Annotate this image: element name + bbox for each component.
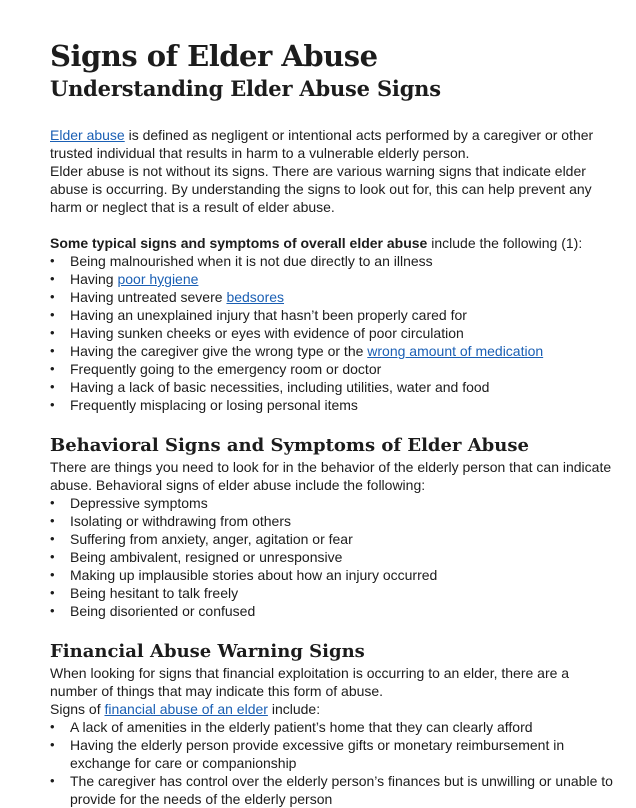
financial-lead [50,700,620,718]
financial-lead-post: include: [267,701,321,717]
list-item-text: Being hesitant to talk freely [70,585,239,601]
document-page [50,38,620,808]
financial-signs-list [50,718,620,808]
page-subtitle: Understanding Elder Abuse Signs [50,76,441,101]
list-item [50,324,620,342]
list-item [50,512,620,530]
bullet-icon: • [50,549,55,564]
bullet-icon: • [50,737,55,752]
list-item [50,252,620,270]
list-item [50,718,620,736]
bullet-icon: • [50,379,55,394]
list-item [50,584,620,602]
overall-lead-rest: include the following (1): [427,235,583,251]
bullet-icon: • [50,773,55,788]
list-item [50,360,620,378]
list-item [50,396,620,414]
list-item-text: Having untreated severe [70,289,227,305]
bullet-icon: • [50,271,55,286]
overall-signs-list [50,252,620,414]
list-item-text: The caregiver has control over the elderly person’s finances but is unwilling or unable to provide for the needs of the elderly person [70,773,613,807]
behavioral-heading: Behavioral Signs and Symptoms of Elder Abuse [50,435,529,456]
overall-lead [50,234,620,252]
bedsores-link[interactable]: bedsores [226,289,285,305]
list-item [50,270,620,288]
bullet-icon: • [50,325,55,340]
financial-abuse-link[interactable]: financial abuse of an elder [104,701,268,717]
list-item-text: Having the elderly person provide excessive gifts or monetary reimbursement in exchange for care or companionship [70,737,565,771]
financial-heading: Financial Abuse Warning Signs [50,641,365,662]
bullet-icon: • [50,495,55,510]
list-item [50,772,620,808]
bullet-icon: • [50,253,55,268]
list-item-text: Suffering from anxiety, anger, agitation or fear [70,531,353,547]
list-item-text: Being ambivalent, resigned or unresponsive [70,549,343,565]
behavioral-intro: There are things you need to look for in the behavior of the elderly person that can indicate abuse. Behavioral signs of elder abuse include the following: [50,459,612,493]
list-item-text: Having sunken cheeks or eyes with evidence of poor circulation [70,325,464,341]
list-item-text: Making up implausible stories about how an injury occurred [70,567,438,583]
list-item-text: Depressive symptoms [70,495,208,511]
list-item [50,306,620,324]
behavioral-signs-list [50,494,620,620]
bullet-icon: • [50,307,55,322]
bullet-icon: • [50,361,55,376]
list-item-text: A lack of amenities in the elderly patient’s home that they can clearly afford [70,719,533,735]
intro-text: is defined as negligent or intentional acts performed by a caregiver or other trusted individual that results in harm to a vulnerable elderly person. [50,127,594,161]
bullet-icon: • [50,531,55,546]
list-item [50,530,620,548]
list-item [50,378,620,396]
bullet-icon: • [50,289,55,304]
page-title: Signs of Elder Abuse [50,39,378,73]
bullet-icon: • [50,343,55,358]
list-item [50,494,620,512]
list-item [50,288,620,306]
list-item [50,342,620,360]
list-item [50,602,620,620]
list-item [50,566,620,584]
intro-paragraph-2: Elder abuse is not without its signs. There are various warning signs that indicate elder abuse is occurring. By understanding the signs to look out for, this can help prevent any harm or neglect that is a result of elder abuse. [50,163,592,215]
intro-paragraph-1 [50,126,620,162]
list-item [50,736,620,772]
wrong-medication-link[interactable]: wrong amount of medication [367,343,544,359]
bullet-icon: • [50,567,55,582]
list-item-text: Having an unexplained injury that hasn’t been properly cared for [70,307,467,323]
overall-lead-bold: Some typical signs and symptoms of overall elder abuse [50,235,428,251]
financial-intro: When looking for signs that financial exploitation is occurring to an elder, there are a number of things that may indicate this form of abuse. [50,665,570,699]
list-item-text: Having a lack of basic necessities, including utilities, water and food [70,379,490,395]
bullet-icon: • [50,513,55,528]
list-item [50,548,620,566]
poor-hygiene-link[interactable]: poor hygiene [117,271,199,287]
list-item-text: Isolating or withdrawing from others [70,513,291,529]
list-item-text: Having the caregiver give the wrong type or the [70,343,368,359]
list-item-text: Being malnourished when it is not due directly to an illness [70,253,433,269]
bullet-icon: • [50,719,55,734]
bullet-icon: • [50,603,55,618]
list-item-text: Frequently going to the emergency room or doctor [70,361,382,377]
financial-lead-pre: Signs of [50,701,105,717]
list-item-text: Being disoriented or confused [70,603,256,619]
elder-abuse-link[interactable]: Elder abuse [50,127,125,143]
list-item-text: Having [70,271,118,287]
bullet-icon: • [50,397,55,412]
bullet-icon: • [50,585,55,600]
list-item-text: Frequently misplacing or losing personal items [70,397,358,413]
